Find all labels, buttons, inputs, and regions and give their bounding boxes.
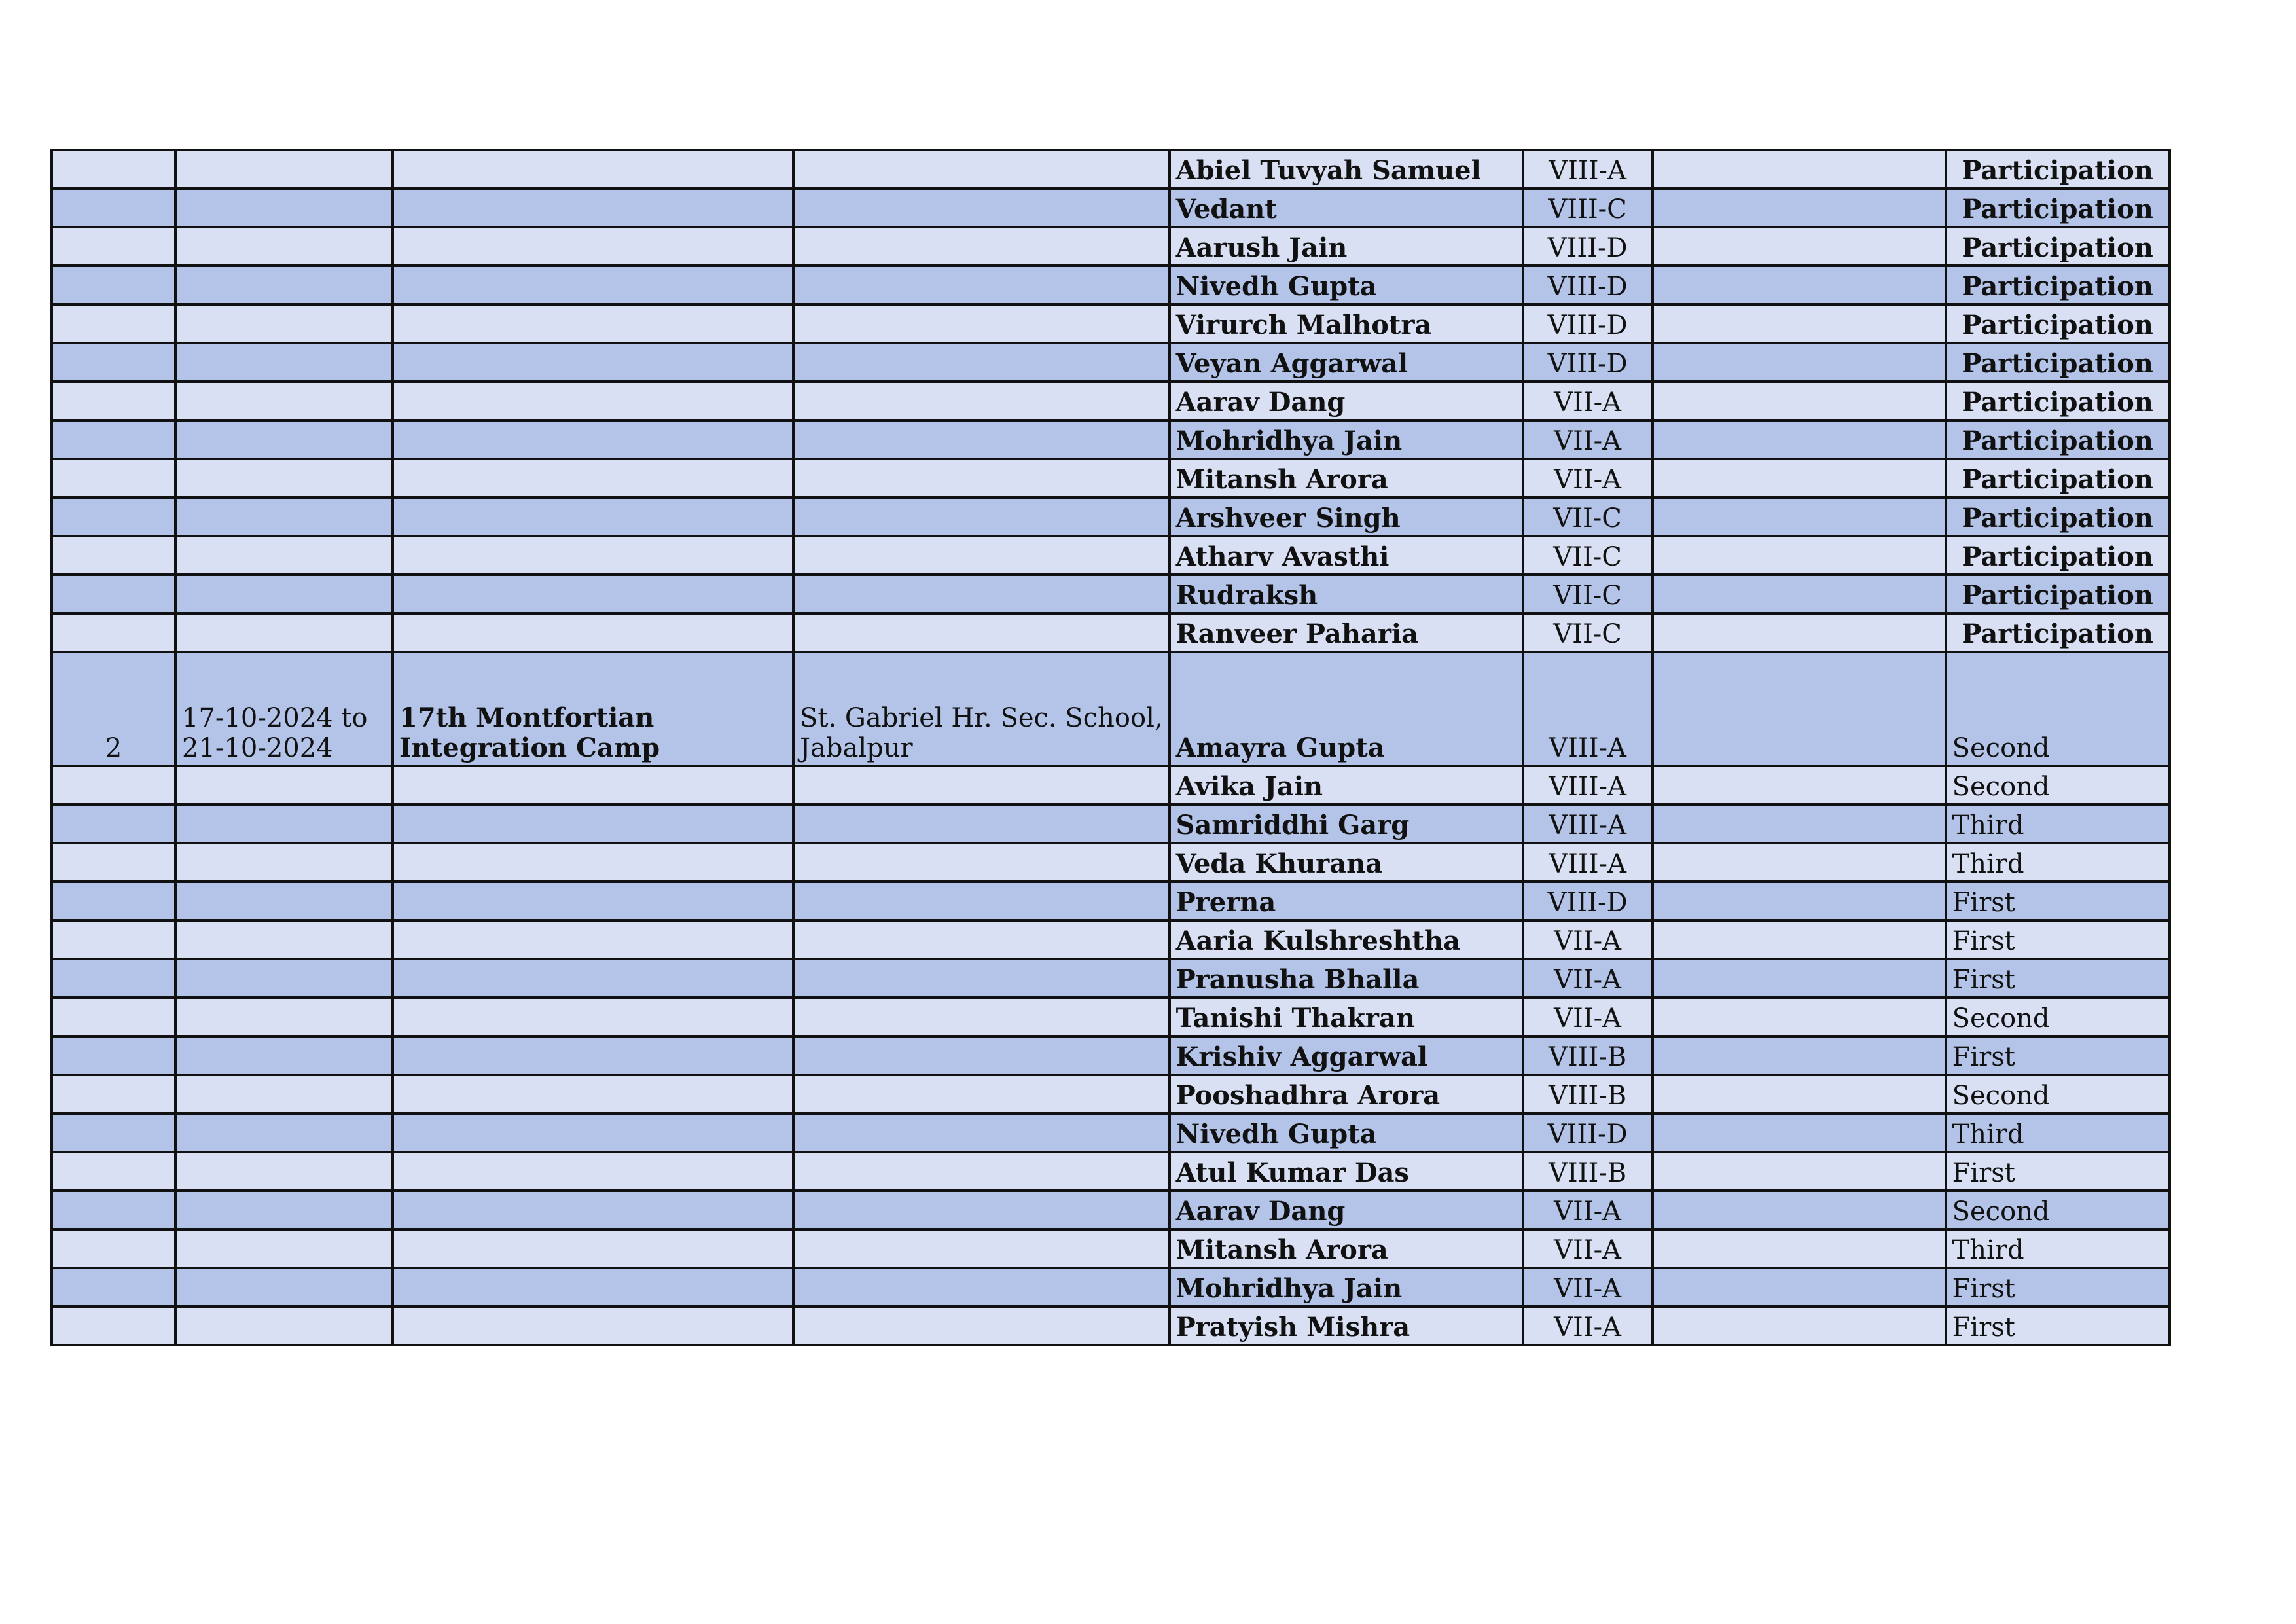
empty-cell: [1653, 536, 1946, 575]
empty-cell: [1653, 998, 1946, 1036]
student-name: Rudraksh: [1170, 575, 1523, 613]
table-row: [52, 804, 2170, 843]
student-name: Veyan Aggarwal: [1170, 343, 1523, 382]
date-cell: [175, 189, 393, 227]
table-row: [52, 536, 2170, 575]
event-cell: [393, 882, 793, 920]
result-cell: First: [1946, 959, 2170, 998]
table-row: [52, 613, 2170, 652]
table-row: [52, 1113, 2170, 1152]
student-name: Mohridhya Jain: [1170, 1268, 1523, 1307]
empty-cell: [1653, 652, 1946, 766]
event-cell: [393, 1229, 793, 1268]
student-class: VIII-A: [1523, 766, 1653, 804]
result-cell: Third: [1946, 1229, 2170, 1268]
result-cell: Second: [1946, 998, 2170, 1036]
date-cell: [175, 766, 393, 804]
empty-cell: [1653, 882, 1946, 920]
empty-cell: [1653, 150, 1946, 189]
result-cell: Participation: [1946, 536, 2170, 575]
student-name: Amayra Gupta: [1170, 652, 1523, 766]
event-cell: [393, 1268, 793, 1307]
student-name: Nivedh Gupta: [1170, 266, 1523, 304]
serial-number-cell: [52, 189, 175, 227]
date-cell: [175, 1229, 393, 1268]
result-cell: Participation: [1946, 459, 2170, 497]
table-body: [52, 150, 2170, 1345]
empty-cell: [1653, 420, 1946, 459]
table-row: [52, 150, 2170, 189]
date-cell: [175, 1152, 393, 1191]
table-row: [52, 1152, 2170, 1191]
venue-cell: [793, 920, 1170, 959]
event-cell: [393, 998, 793, 1036]
venue-cell: [793, 304, 1170, 343]
student-name: Pranusha Bhalla: [1170, 959, 1523, 998]
empty-cell: [1653, 1152, 1946, 1191]
venue-cell: [793, 1036, 1170, 1075]
student-class: VIII-A: [1523, 804, 1653, 843]
event-cell: [393, 920, 793, 959]
student-class: VIII-D: [1523, 882, 1653, 920]
student-class: VII-A: [1523, 1307, 1653, 1345]
student-class: VIII-B: [1523, 1036, 1653, 1075]
venue-line-1: St. Gabriel Hr. Sec. School,: [800, 703, 1163, 733]
result-cell: Participation: [1946, 304, 2170, 343]
serial-number-cell: [52, 575, 175, 613]
student-name: Atul Kumar Das: [1170, 1152, 1523, 1191]
table-row: [52, 459, 2170, 497]
date-cell: [175, 920, 393, 959]
empty-cell: [1653, 227, 1946, 266]
event-cell: [393, 1191, 793, 1229]
student-name: Mitansh Arora: [1170, 1229, 1523, 1268]
result-cell: Second: [1946, 1191, 2170, 1229]
empty-cell: [1653, 843, 1946, 882]
date-cell: [175, 843, 393, 882]
date-cell: [175, 459, 393, 497]
student-name: Krishiv Aggarwal: [1170, 1036, 1523, 1075]
result-cell: Participation: [1946, 189, 2170, 227]
venue-cell: [793, 189, 1170, 227]
venue-cell: [793, 804, 1170, 843]
result-cell: Participation: [1946, 420, 2170, 459]
empty-cell: [1653, 497, 1946, 536]
table-row: [52, 189, 2170, 227]
venue-cell: [793, 1307, 1170, 1345]
student-class: VII-A: [1523, 998, 1653, 1036]
result-cell: Participation: [1946, 227, 2170, 266]
student-class: VII-A: [1523, 420, 1653, 459]
event-cell: [393, 304, 793, 343]
date-cell: [175, 150, 393, 189]
date-cell: [175, 998, 393, 1036]
student-name: Aarav Dang: [1170, 382, 1523, 420]
venue-cell: [793, 382, 1170, 420]
date-cell: [175, 575, 393, 613]
serial-number-cell: [52, 1152, 175, 1191]
serial-number-cell: [52, 497, 175, 536]
student-class: VII-A: [1523, 1229, 1653, 1268]
venue-cell: [793, 1191, 1170, 1229]
serial-number-cell: [52, 766, 175, 804]
result-cell: Participation: [1946, 497, 2170, 536]
venue-cell: [793, 497, 1170, 536]
venue-cell: [793, 536, 1170, 575]
date-cell: [175, 1075, 393, 1113]
student-class: VII-A: [1523, 382, 1653, 420]
student-name: Prerna: [1170, 882, 1523, 920]
event-cell: [393, 382, 793, 420]
student-name: Vedant: [1170, 189, 1523, 227]
table-row: [52, 382, 2170, 420]
table-row: [52, 1191, 2170, 1229]
serial-number-cell: [52, 920, 175, 959]
event-cell: [393, 150, 793, 189]
table-row: [52, 1229, 2170, 1268]
table-row: [52, 1036, 2170, 1075]
serial-number-cell: [52, 843, 175, 882]
achievements-table: [50, 149, 2171, 1346]
event-cell: [393, 1152, 793, 1191]
serial-number-cell: [52, 150, 175, 189]
event-cell: [393, 766, 793, 804]
student-class: VII-A: [1523, 920, 1653, 959]
date-cell: [175, 1113, 393, 1152]
venue-cell: [793, 150, 1170, 189]
serial-number-cell: [52, 998, 175, 1036]
event-cell: [393, 959, 793, 998]
empty-cell: [1653, 613, 1946, 652]
serial-number-cell: [52, 227, 175, 266]
student-name: Aaria Kulshreshtha: [1170, 920, 1523, 959]
serial-number-cell: [52, 459, 175, 497]
event-cell: [393, 1113, 793, 1152]
empty-cell: [1653, 1268, 1946, 1307]
serial-number-cell: [52, 420, 175, 459]
student-name: Samriddhi Garg: [1170, 804, 1523, 843]
serial-number-cell: [52, 882, 175, 920]
empty-cell: [1653, 1191, 1946, 1229]
table-row: [52, 304, 2170, 343]
table-row: [52, 959, 2170, 998]
venue-line-2: Jabalpur: [800, 733, 913, 763]
student-name: Mohridhya Jain: [1170, 420, 1523, 459]
table-row: [52, 843, 2170, 882]
table-row: [52, 998, 2170, 1036]
student-class: VIII-A: [1523, 150, 1653, 189]
event-cell: [393, 189, 793, 227]
event-line-1: 17th Montfortian: [399, 702, 655, 733]
table-row: [52, 1268, 2170, 1307]
venue-cell: [793, 1268, 1170, 1307]
date-cell: [175, 497, 393, 536]
empty-cell: [1653, 1036, 1946, 1075]
student-name: Aarav Dang: [1170, 1191, 1523, 1229]
venue-cell: [793, 766, 1170, 804]
empty-cell: [1653, 920, 1946, 959]
venue-cell: [793, 843, 1170, 882]
venue-cell: [793, 652, 1170, 766]
date-cell: [175, 343, 393, 382]
empty-cell: [1653, 1307, 1946, 1345]
event-cell: [393, 227, 793, 266]
student-class: VII-A: [1523, 459, 1653, 497]
serial-number-cell: [52, 652, 175, 766]
student-name: Arshveer Singh: [1170, 497, 1523, 536]
venue-cell: [793, 459, 1170, 497]
table-row: [52, 266, 2170, 304]
serial-number-cell: [52, 382, 175, 420]
serial-number-cell: [52, 1229, 175, 1268]
student-name: Avika Jain: [1170, 766, 1523, 804]
table-row: [52, 882, 2170, 920]
serial-number-cell: [52, 1075, 175, 1113]
date-cell: [175, 882, 393, 920]
result-cell: First: [1946, 1307, 2170, 1345]
date-cell: [175, 1307, 393, 1345]
result-cell: Third: [1946, 1113, 2170, 1152]
empty-cell: [1653, 189, 1946, 227]
serial-number-cell: [52, 1268, 175, 1307]
result-cell: First: [1946, 1036, 2170, 1075]
serial-number-cell: [52, 304, 175, 343]
venue-cell: [793, 959, 1170, 998]
student-name: Aarush Jain: [1170, 227, 1523, 266]
result-cell: Second: [1946, 766, 2170, 804]
table-row: [52, 420, 2170, 459]
result-cell: Participation: [1946, 343, 2170, 382]
student-name: Pooshadhra Arora: [1170, 1075, 1523, 1113]
serial-number-cell: [52, 266, 175, 304]
date-cell: [175, 652, 393, 766]
empty-cell: [1653, 575, 1946, 613]
result-cell: Participation: [1946, 150, 2170, 189]
result-cell: Second: [1946, 1075, 2170, 1113]
event-cell: [393, 536, 793, 575]
empty-cell: [1653, 804, 1946, 843]
event-cell: [393, 1307, 793, 1345]
empty-cell: [1653, 343, 1946, 382]
venue-cell: [793, 1229, 1170, 1268]
serial-number-cell: [52, 1036, 175, 1075]
event-cell: [393, 804, 793, 843]
venue-cell: [793, 575, 1170, 613]
venue-cell: [793, 266, 1170, 304]
date-cell: [175, 1268, 393, 1307]
result-cell: Third: [1946, 843, 2170, 882]
event-cell: [393, 497, 793, 536]
venue-cell: [793, 1075, 1170, 1113]
empty-cell: [1653, 304, 1946, 343]
event-cell: [393, 459, 793, 497]
result-cell: First: [1946, 920, 2170, 959]
empty-cell: [1653, 1075, 1946, 1113]
serial-number-cell: [52, 1113, 175, 1152]
table-row: [52, 343, 2170, 382]
student-class: VII-C: [1523, 497, 1653, 536]
student-name: Pratyish Mishra: [1170, 1307, 1523, 1345]
empty-cell: [1653, 1229, 1946, 1268]
event-cell: [393, 613, 793, 652]
serial-number-cell: [52, 1307, 175, 1345]
venue-cell: [793, 1113, 1170, 1152]
student-class: VIII-A: [1523, 652, 1653, 766]
empty-cell: [1653, 1113, 1946, 1152]
venue-cell: [793, 420, 1170, 459]
date-cell: [175, 1036, 393, 1075]
serial-number-cell: [52, 804, 175, 843]
student-class: VII-C: [1523, 613, 1653, 652]
student-class: VIII-C: [1523, 189, 1653, 227]
student-class: VII-A: [1523, 1268, 1653, 1307]
serial-number-cell: [52, 343, 175, 382]
student-class: VIII-D: [1523, 343, 1653, 382]
table-row: [52, 227, 2170, 266]
venue-cell: [793, 227, 1170, 266]
event-cell: [393, 266, 793, 304]
student-class: VII-C: [1523, 575, 1653, 613]
date-cell: [175, 1191, 393, 1229]
student-name: Tanishi Thakran: [1170, 998, 1523, 1036]
student-class: VIII-B: [1523, 1152, 1653, 1191]
result-cell: Participation: [1946, 266, 2170, 304]
student-class: VII-C: [1523, 536, 1653, 575]
result-cell: Participation: [1946, 575, 2170, 613]
result-cell: First: [1946, 882, 2170, 920]
event-cell: [393, 1075, 793, 1113]
date-cell: [175, 613, 393, 652]
date-cell: [175, 959, 393, 998]
serial-number-cell: [52, 613, 175, 652]
event-cell: [393, 575, 793, 613]
serial-number: 2: [105, 733, 122, 763]
venue-cell: [793, 1152, 1170, 1191]
event-cell: [393, 343, 793, 382]
table-row: [52, 1075, 2170, 1113]
date-cell: [175, 420, 393, 459]
serial-number-cell: [52, 1191, 175, 1229]
date-cell: [175, 227, 393, 266]
date-line-1: 17-10-2024 to: [182, 703, 368, 733]
venue-cell: [793, 343, 1170, 382]
event-line-2: Integration Camp: [399, 732, 660, 763]
table-row: [52, 497, 2170, 536]
table-row: [52, 920, 2170, 959]
student-class: VIII-D: [1523, 227, 1653, 266]
student-class: VIII-A: [1523, 843, 1653, 882]
venue-cell: [793, 613, 1170, 652]
table-row: [52, 766, 2170, 804]
date-line-2: 21-10-2024: [182, 733, 333, 763]
student-name: Veda Khurana: [1170, 843, 1523, 882]
student-name: Mitansh Arora: [1170, 459, 1523, 497]
venue-cell: [793, 998, 1170, 1036]
empty-cell: [1653, 959, 1946, 998]
event-cell: [393, 652, 793, 766]
student-class: VIII-D: [1523, 304, 1653, 343]
date-cell: [175, 804, 393, 843]
student-class: VIII-B: [1523, 1075, 1653, 1113]
student-name: Virurch Malhotra: [1170, 304, 1523, 343]
student-name: Atharv Avasthi: [1170, 536, 1523, 575]
event-cell: [393, 843, 793, 882]
date-cell: [175, 536, 393, 575]
result-cell: First: [1946, 1268, 2170, 1307]
table-row: [52, 575, 2170, 613]
date-cell: [175, 382, 393, 420]
empty-cell: [1653, 382, 1946, 420]
result-cell: Participation: [1946, 613, 2170, 652]
student-class: VIII-D: [1523, 266, 1653, 304]
student-class: VIII-D: [1523, 1113, 1653, 1152]
student-class: VII-A: [1523, 959, 1653, 998]
student-class: VII-A: [1523, 1191, 1653, 1229]
student-name: Abiel Tuvyah Samuel: [1170, 150, 1523, 189]
empty-cell: [1653, 766, 1946, 804]
empty-cell: [1653, 459, 1946, 497]
result-cell: First: [1946, 1152, 2170, 1191]
event-cell: [393, 1036, 793, 1075]
student-name: Nivedh Gupta: [1170, 1113, 1523, 1152]
empty-cell: [1653, 266, 1946, 304]
date-cell: [175, 266, 393, 304]
table-row: [52, 1307, 2170, 1345]
student-name: Ranveer Paharia: [1170, 613, 1523, 652]
result-cell: Third: [1946, 804, 2170, 843]
result-cell: Second: [1946, 652, 2170, 766]
table-row: [52, 652, 2170, 766]
serial-number-cell: [52, 959, 175, 998]
serial-number-cell: [52, 536, 175, 575]
date-cell: [175, 304, 393, 343]
event-cell: [393, 420, 793, 459]
result-cell: Participation: [1946, 382, 2170, 420]
venue-cell: [793, 882, 1170, 920]
